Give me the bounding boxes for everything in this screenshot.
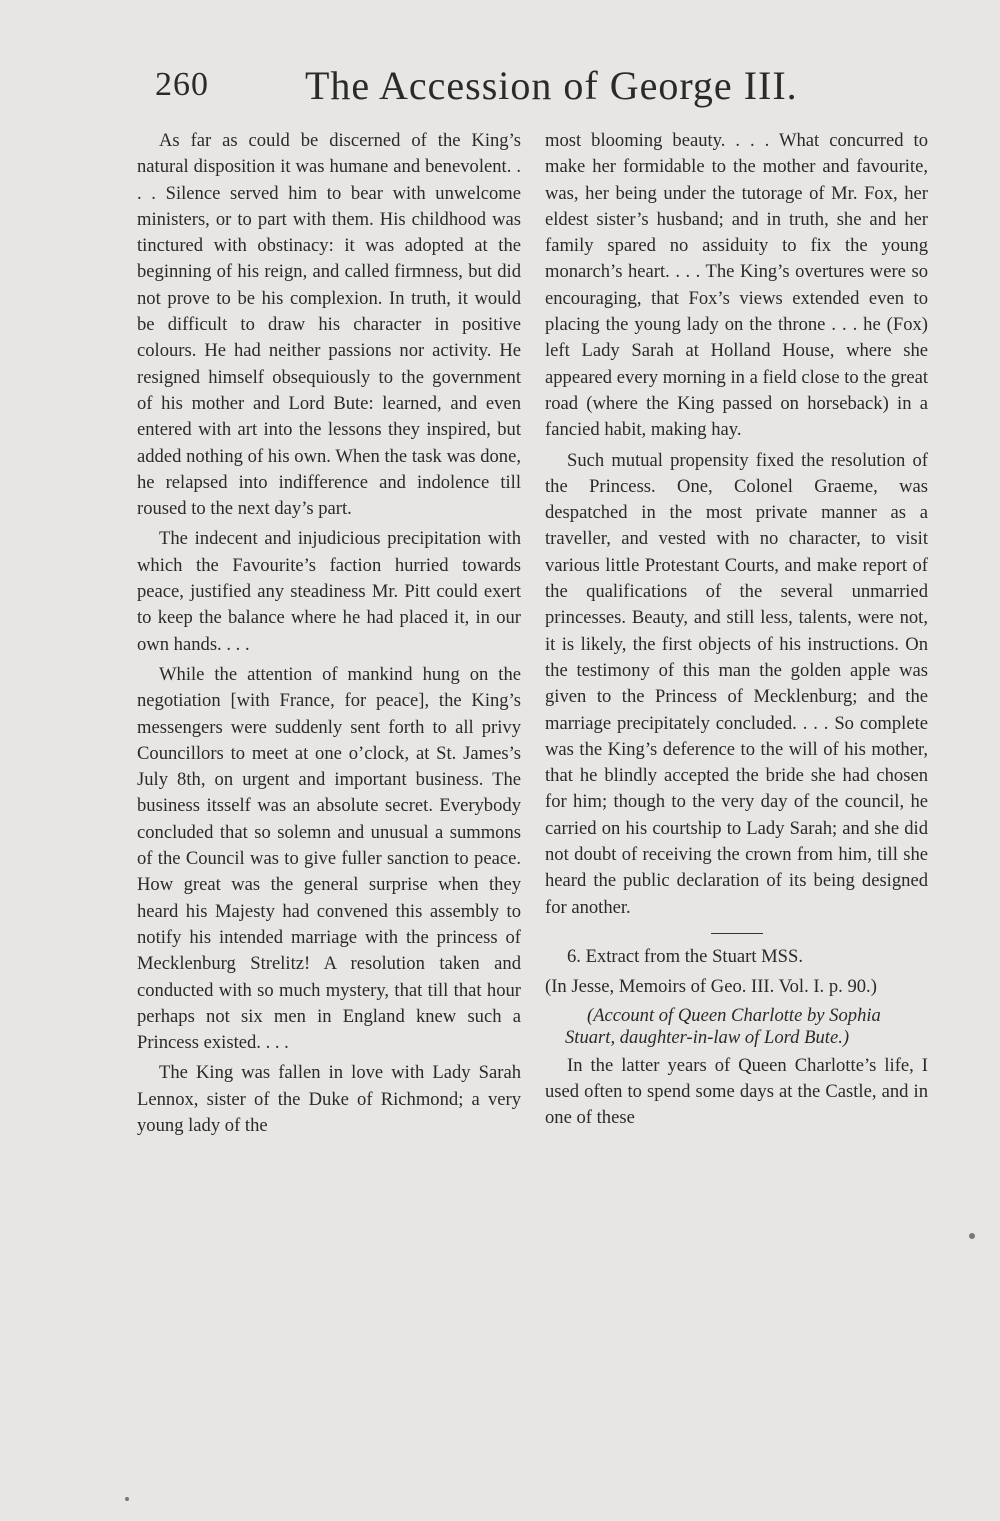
paragraph: Such mutual propensity fixed the resolution of the Princess. One, Colonel Graeme, was despatched in the most private manner as a traveller, and vested with no character, to visit various little Protestant Courts, and make report of the qualifications of the several unmarried princesses. Beauty, and still less, talents, were not, it is likely, the first objects of his instructions. On the testimony of this man the golden apple was given to the Princess of Mecklenburg; and the marriage precipitately concluded. . . . So complete was the King’s deference to the will of his mother, that he blindly accepted the bride she had chosen for him; though to the very day of the council, he carried on his courtship to Lady Sarah; and she did not doubt of receiving the crown from him, till she heard the public declaration of its being designed for another. bbox=[545, 449, 928, 918]
paragraph: As far as could be discerned of the King’s natural disposition it was humane and benevolent. . . . Silence served him to bear with unwelcome ministers, or to part with them. His childhood was tinctured with obstinacy: it was adopted at the beginning of his reign, and called firmness, but did not prove to be his complexion. In truth, it would be difficult to draw his character in positive colours. He had neither passions nor activity. He resigned himself obsequiously to the government of his mother and Lord Bute: learned, and even entered with art into the lessons they inspired, but added nothing of his own. When the task was done, he relapsed into indifference and indolence till roused to the next day’s part. bbox=[137, 130, 521, 520]
paragraph: The indecent and injudicious precipitation with which the Favourite’s faction hurried towards peace, justified any steadiness Mr. Pitt could exert to keep the balance where he had placed it, in our own hands. . . . bbox=[137, 528, 521, 655]
running-title: The Accession of George III. bbox=[305, 63, 798, 108]
paragraph: While the attention of mankind hung on the negotiation [with France, for peace], the King’s messengers were suddenly sent forth to all privy Councillors to meet at one o’clock, at St. James’s July 8th, on urgent and important business. The business itsself was an absolute secret. Everybody concluded that so solemn and unusual a summons of the Council was to give fuller sanction to peace. How great was the general surprise when they heard his Majesty had convened this assembly to notify his intended marriage with the princess of Mecklenburg Strelitz! A resolution taken and conducted with so much mystery, that till that hour perhaps not six men in England knew such a Princess existed. . . . bbox=[137, 663, 521, 1054]
paragraph: In the latter years of Queen Charlotte’s life, I used often to spend some days at the Castle, and in one of these bbox=[545, 1054, 928, 1129]
right-column bbox=[545, 128, 928, 1131]
page-blemish bbox=[125, 1497, 129, 1501]
paragraph: The King was fallen in love with Lady Sarah Lennox, sister of the Duke of Richmond; a very young lady of the bbox=[137, 1062, 521, 1136]
extract-source: (In Jesse, Memoirs of Geo. III. Vol. I. p. 90.) bbox=[545, 976, 877, 998]
left-column bbox=[137, 128, 521, 1139]
page-number: 260 bbox=[155, 66, 209, 103]
section-divider bbox=[711, 933, 763, 934]
continued-paragraph: most blooming beauty. . . . What concurred to make her formidable to the mother and favourite, was, her being under the tutorage of Mr. Fox, her eldest sister’s husband; and in truth, she and her family spared no assiduity to fix the young monarch’s heart. . . . The King’s overtures were so encouraging, that Fox’s views extended even to placing the young lady on the throne . . . he (Fox) left Lady Sarah at Holland House, where she appeared every morning in a field close to the great road (where the King passed on horseback) in a fancied habit, making hay. bbox=[545, 130, 928, 441]
page-header bbox=[155, 63, 798, 116]
extract-subtitle: (Account of Queen Charlotte by Sophia Stuart, daughter-in-law of Lord Bute.) bbox=[565, 1004, 881, 1048]
extract-heading: 6. Extract from the Stuart MSS. bbox=[567, 945, 804, 967]
page-blemish bbox=[969, 1233, 975, 1239]
